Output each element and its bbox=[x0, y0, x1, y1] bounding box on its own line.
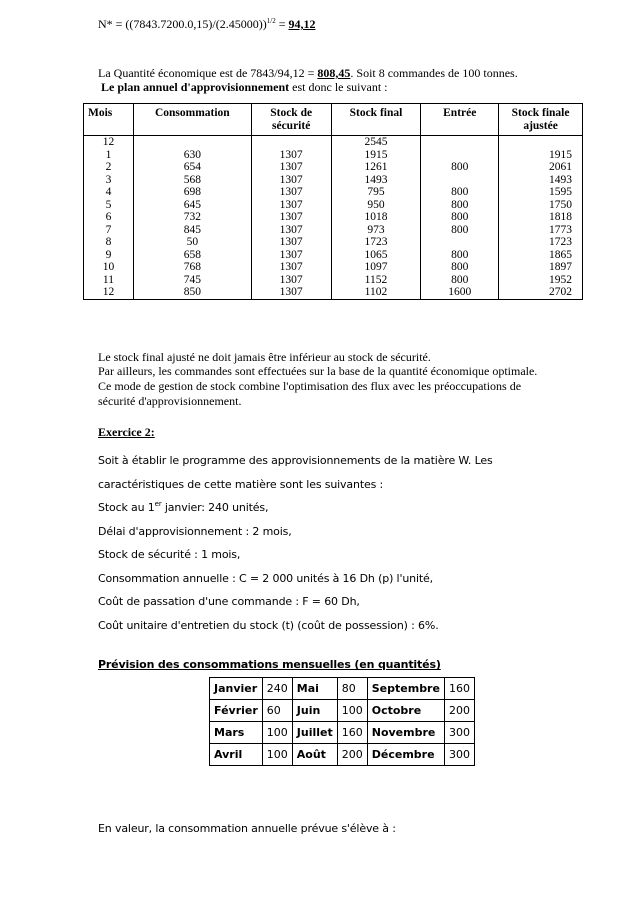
cell-consommation: 845 bbox=[133, 224, 251, 237]
cell-entree: 800 bbox=[421, 224, 499, 237]
cell-consommation: 698 bbox=[133, 186, 251, 199]
cell-mois: 7 bbox=[84, 224, 134, 237]
header-consommation: Consommation bbox=[133, 104, 251, 136]
plan-line bbox=[101, 80, 388, 95]
forecast-month: Octobre bbox=[367, 700, 444, 722]
cell-stock-securite: 1307 bbox=[251, 211, 331, 224]
cell-consommation: 850 bbox=[133, 286, 251, 299]
forecast-quantity: 200 bbox=[337, 744, 367, 766]
table-row bbox=[84, 249, 583, 262]
cell-consommation: 630 bbox=[133, 149, 251, 162]
forecast-quantity: 300 bbox=[444, 722, 474, 744]
forecast-month: Février bbox=[210, 700, 263, 722]
stock-table-body bbox=[84, 136, 583, 300]
forecast-title: Prévision des consommations mensuelles (en quantités) bbox=[98, 658, 441, 671]
forecast-month: Janvier bbox=[210, 678, 263, 700]
formula-lhs: N* = ((7843.7200.0,15)/(2.45000)) bbox=[98, 17, 267, 31]
cell-entree bbox=[421, 236, 499, 249]
cell-consommation: 568 bbox=[133, 174, 251, 187]
cell-stock-final: 1097 bbox=[331, 261, 421, 274]
forecast-quantity: 300 bbox=[444, 744, 474, 766]
quantity-line bbox=[98, 66, 518, 81]
forecast-month: Août bbox=[292, 744, 337, 766]
cell-mois: 6 bbox=[84, 211, 134, 224]
cell-stock-final: 1065 bbox=[331, 249, 421, 262]
cell-stock-securite: 1307 bbox=[251, 174, 331, 187]
forecast-table bbox=[209, 677, 475, 766]
header-mois: Mois bbox=[84, 104, 134, 136]
table-row bbox=[84, 136, 583, 149]
cell-mois: 2 bbox=[84, 161, 134, 174]
cell-stock-securite: 1307 bbox=[251, 199, 331, 212]
cell-consommation: 658 bbox=[133, 249, 251, 262]
exercise-item: Stock de sécurité : 1 mois, bbox=[98, 548, 241, 561]
cell-entree: 1600 bbox=[421, 286, 499, 299]
cell-stock-final: 1261 bbox=[331, 161, 421, 174]
table-row bbox=[84, 236, 583, 249]
cell-stock-securite: 1307 bbox=[251, 236, 331, 249]
header-stock-final: Stock final bbox=[331, 104, 421, 136]
header-stock-finale-ajustee: Stock finale ajustée bbox=[499, 104, 583, 136]
forecast-quantity: 100 bbox=[262, 722, 292, 744]
cell-mois: 3 bbox=[84, 174, 134, 187]
plan-rest: est donc le suivant : bbox=[289, 80, 388, 94]
cell-stock-final: 1018 bbox=[331, 211, 421, 224]
formula-result: 94,12 bbox=[288, 17, 316, 31]
forecast-quantity: 100 bbox=[262, 744, 292, 766]
cell-consommation: 654 bbox=[133, 161, 251, 174]
table-row bbox=[84, 286, 583, 299]
stock-plan-table bbox=[83, 103, 583, 300]
cell-entree: 800 bbox=[421, 186, 499, 199]
forecast-quantity: 100 bbox=[337, 700, 367, 722]
closing-line: En valeur, la consommation annuelle prévue s'élève à : bbox=[98, 822, 396, 835]
table-row bbox=[210, 744, 475, 766]
cell-stock-final: 973 bbox=[331, 224, 421, 237]
forecast-table-body bbox=[210, 678, 475, 766]
cell-entree bbox=[421, 149, 499, 162]
cell-stock-ajuste: 1723 bbox=[499, 236, 583, 249]
quantity-value: 808,45 bbox=[317, 66, 351, 80]
exercise-item: Coût de passation d'une commande : F = 60 Dh, bbox=[98, 595, 360, 608]
forecast-quantity: 160 bbox=[337, 722, 367, 744]
forecast-month: Mars bbox=[210, 722, 263, 744]
formula-line bbox=[98, 17, 315, 32]
cell-stock-final: 1915 bbox=[331, 149, 421, 162]
stock-initial-sup: er bbox=[154, 500, 162, 508]
cell-stock-ajuste: 1865 bbox=[499, 249, 583, 262]
table-row bbox=[84, 211, 583, 224]
cell-mois: 1 bbox=[84, 149, 134, 162]
cell-stock-ajuste: 1493 bbox=[499, 174, 583, 187]
plan-bold: Le plan annuel d'approvisionnement bbox=[101, 80, 290, 94]
table-row bbox=[84, 186, 583, 199]
cell-entree: 800 bbox=[421, 261, 499, 274]
cell-stock-final: 1152 bbox=[331, 274, 421, 287]
cell-stock-ajuste: 1595 bbox=[499, 186, 583, 199]
cell-entree: 800 bbox=[421, 199, 499, 212]
table-row bbox=[84, 274, 583, 287]
cell-mois: 5 bbox=[84, 199, 134, 212]
cell-consommation: 768 bbox=[133, 261, 251, 274]
cell-consommation: 732 bbox=[133, 211, 251, 224]
cell-stock-final: 1493 bbox=[331, 174, 421, 187]
cell-mois: 4 bbox=[84, 186, 134, 199]
cell-stock-final: 2545 bbox=[331, 136, 421, 149]
table-row bbox=[84, 174, 583, 187]
cell-mois: 12 bbox=[84, 136, 134, 149]
cell-consommation: 745 bbox=[133, 274, 251, 287]
stock-initial-prefix: Stock au 1 bbox=[98, 501, 155, 514]
forecast-quantity: 160 bbox=[444, 678, 474, 700]
cell-stock-final: 795 bbox=[331, 186, 421, 199]
cell-consommation: 645 bbox=[133, 199, 251, 212]
forecast-month: Septembre bbox=[367, 678, 444, 700]
cell-mois: 9 bbox=[84, 249, 134, 262]
forecast-month: Novembre bbox=[367, 722, 444, 744]
exercise-intro: Soit à établir le programme des approvisionnements de la matière W. Les bbox=[98, 454, 493, 467]
stock-initial-suffix: janvier: 240 unités, bbox=[161, 501, 269, 514]
cell-stock-ajuste: 1915 bbox=[499, 149, 583, 162]
cell-entree bbox=[421, 174, 499, 187]
cell-entree: 800 bbox=[421, 274, 499, 287]
cell-mois: 12 bbox=[84, 286, 134, 299]
note-line: Par ailleurs, les commandes sont effectuées sur la base de la quantité économique optimale. bbox=[98, 364, 538, 378]
cell-stock-securite: 1307 bbox=[251, 161, 331, 174]
cell-stock-ajuste: 2061 bbox=[499, 161, 583, 174]
forecast-quantity: 240 bbox=[262, 678, 292, 700]
table-row bbox=[210, 678, 475, 700]
cell-stock-securite: 1307 bbox=[251, 274, 331, 287]
exercise-item: Délai d'approvisionnement : 2 mois, bbox=[98, 525, 292, 538]
forecast-month: Juillet bbox=[292, 722, 337, 744]
cell-stock-ajuste: 2702 bbox=[499, 286, 583, 299]
cell-stock-ajuste: 1897 bbox=[499, 261, 583, 274]
table-row bbox=[84, 149, 583, 162]
exercise-title: Exercice 2: bbox=[98, 425, 155, 439]
cell-stock-ajuste bbox=[499, 136, 583, 149]
cell-stock-securite: 1307 bbox=[251, 286, 331, 299]
header-entree: Entrée bbox=[421, 104, 499, 136]
cell-stock-securite: 1307 bbox=[251, 249, 331, 262]
header-stock-securite: Stock de sécurité bbox=[251, 104, 331, 136]
table-row bbox=[84, 199, 583, 212]
quantity-prefix: La Quantité économique est de 7843/94,12 = bbox=[98, 66, 318, 80]
cell-entree: 800 bbox=[421, 249, 499, 262]
exercise-intro: caractéristiques de cette matière sont les suivantes : bbox=[98, 478, 384, 491]
cell-stock-ajuste: 1818 bbox=[499, 211, 583, 224]
formula-exponent: 1/2 bbox=[266, 17, 276, 25]
table-row bbox=[210, 722, 475, 744]
cell-mois: 8 bbox=[84, 236, 134, 249]
table-row bbox=[84, 261, 583, 274]
cell-stock-securite: 1307 bbox=[251, 261, 331, 274]
forecast-month: Avril bbox=[210, 744, 263, 766]
cell-entree bbox=[421, 136, 499, 149]
cell-stock-ajuste: 1750 bbox=[499, 199, 583, 212]
forecast-quantity: 200 bbox=[444, 700, 474, 722]
forecast-month: Mai bbox=[292, 678, 337, 700]
table-row bbox=[210, 700, 475, 722]
stock-initial-line bbox=[98, 501, 268, 514]
cell-consommation: 50 bbox=[133, 236, 251, 249]
cell-stock-ajuste: 1952 bbox=[499, 274, 583, 287]
quantity-suffix: . Soit 8 commandes de 100 tonnes. bbox=[350, 66, 518, 80]
stock-table-header bbox=[84, 104, 583, 136]
table-row bbox=[84, 161, 583, 174]
cell-mois: 10 bbox=[84, 261, 134, 274]
cell-stock-securite: 1307 bbox=[251, 149, 331, 162]
cell-stock-securite: 1307 bbox=[251, 224, 331, 237]
cell-stock-final: 950 bbox=[331, 199, 421, 212]
forecast-month: Juin bbox=[292, 700, 337, 722]
cell-consommation bbox=[133, 136, 251, 149]
table-row bbox=[84, 224, 583, 237]
cell-stock-final: 1723 bbox=[331, 236, 421, 249]
cell-stock-final: 1102 bbox=[331, 286, 421, 299]
note-line: Le stock final ajusté ne doit jamais être inférieur au stock de sécurité. bbox=[98, 350, 431, 364]
cell-entree: 800 bbox=[421, 161, 499, 174]
forecast-month: Décembre bbox=[367, 744, 444, 766]
forecast-quantity: 80 bbox=[337, 678, 367, 700]
note-line: sécurité d'approvisionnement. bbox=[98, 394, 242, 408]
cell-stock-securite bbox=[251, 136, 331, 149]
exercise-item: Consommation annuelle : C = 2 000 unités à 16 Dh (p) l'unité, bbox=[98, 572, 434, 585]
forecast-quantity: 60 bbox=[262, 700, 292, 722]
cell-mois: 11 bbox=[84, 274, 134, 287]
cell-stock-ajuste: 1773 bbox=[499, 224, 583, 237]
cell-stock-securite: 1307 bbox=[251, 186, 331, 199]
cell-entree: 800 bbox=[421, 211, 499, 224]
exercise-item: Coût unitaire d'entretien du stock (t) (coût de possession) : 6%. bbox=[98, 619, 439, 632]
note-line: Ce mode de gestion de stock combine l'optimisation des flux avec les préoccupations de bbox=[98, 379, 522, 393]
formula-equals: = bbox=[275, 17, 289, 31]
